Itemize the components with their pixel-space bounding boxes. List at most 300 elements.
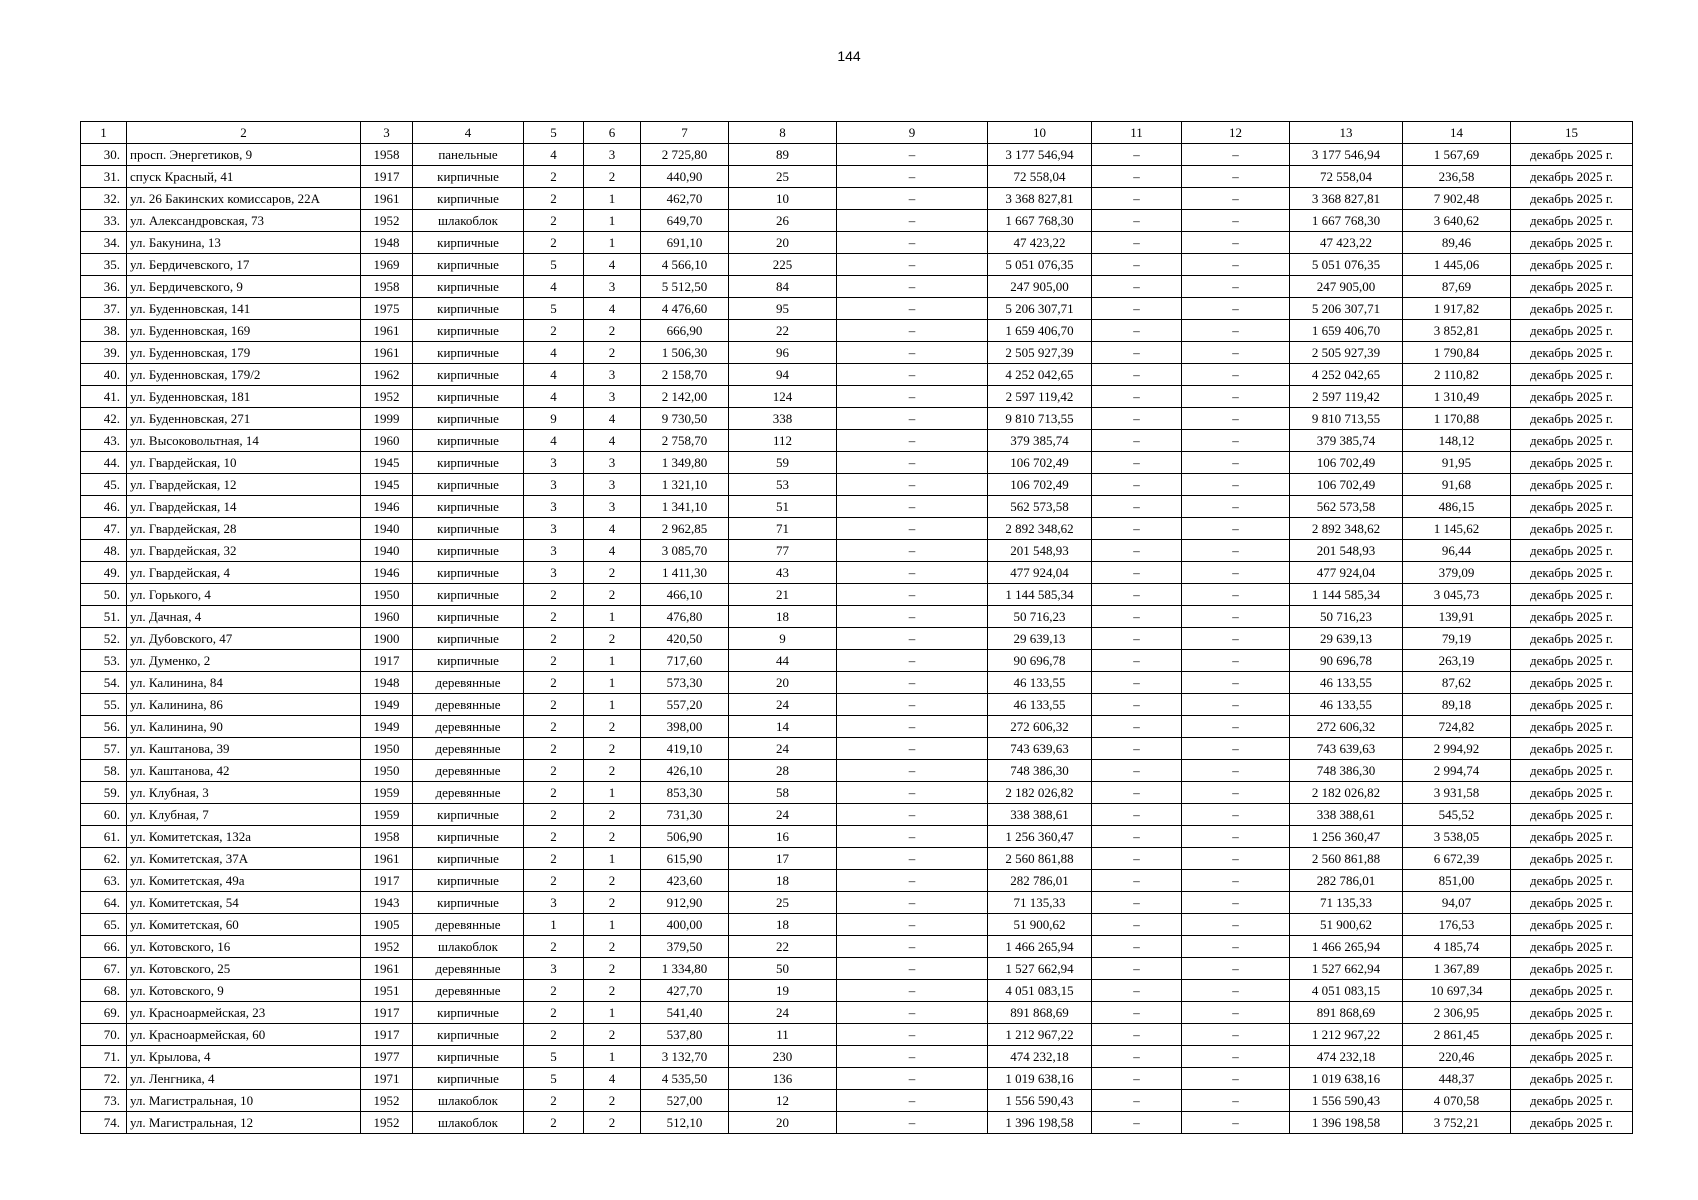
cell-col-12-value: – [1182,254,1290,276]
cell-residents: 94 [729,364,837,386]
cell-entrances: 1 [584,1046,641,1068]
cell-area: 2 725,80 [641,144,729,166]
cell-wall-material: кирпичные [413,166,524,188]
cell-residents: 124 [729,386,837,408]
cell-year-built: 1948 [361,232,413,254]
cell-wall-material: кирпичные [413,804,524,826]
cell-col-10-cost: 106 702,49 [988,474,1092,496]
cell-col-14-per-sqm: 87,62 [1403,672,1511,694]
cell-col-10-cost: 29 639,13 [988,628,1092,650]
cell-address: ул. Дачная, 4 [127,606,361,628]
cell-col-14-per-sqm: 263,19 [1403,650,1511,672]
cell-col-14-per-sqm: 1 790,84 [1403,342,1511,364]
cell-col-11-value: – [1092,452,1182,474]
cell-floors: 5 [524,1046,584,1068]
cell-area: 2 758,70 [641,430,729,452]
cell-year-built: 1961 [361,958,413,980]
cell-area: 666,90 [641,320,729,342]
cell-wall-material: шлакоблок [413,210,524,232]
cell-col-10-cost: 1 396 198,58 [988,1112,1092,1134]
cell-address: ул. Гвардейская, 14 [127,496,361,518]
cell-col-9-value: – [837,716,988,738]
cell-col-9-value: – [837,452,988,474]
cell-floors: 1 [524,914,584,936]
cell-col-10-cost: 47 423,22 [988,232,1092,254]
cell-area: 2 962,85 [641,518,729,540]
cell-row-number: 44. [81,452,127,474]
cell-floors: 4 [524,342,584,364]
cell-entrances: 4 [584,430,641,452]
cell-col-14-per-sqm: 87,69 [1403,276,1511,298]
cell-col-11-value: – [1092,210,1182,232]
cell-col-12-value: – [1182,1046,1290,1068]
table-row [81,606,1633,628]
table-row [81,716,1633,738]
cell-col-14-per-sqm: 3 538,05 [1403,826,1511,848]
cell-residents: 24 [729,738,837,760]
cell-floors: 5 [524,298,584,320]
cell-col-12-value: – [1182,958,1290,980]
column-header-11: 11 [1092,122,1182,144]
cell-col-12-value: – [1182,936,1290,958]
cell-col-12-value: – [1182,496,1290,518]
cell-col-10-cost: 46 133,55 [988,672,1092,694]
cell-col-11-value: – [1092,914,1182,936]
cell-residents: 20 [729,1112,837,1134]
cell-col-11-value: – [1092,804,1182,826]
cell-col-12-value: – [1182,1002,1290,1024]
cell-wall-material: кирпичные [413,452,524,474]
cell-completion-date: декабрь 2025 г. [1511,1024,1633,1046]
cell-area: 462,70 [641,188,729,210]
cell-residents: 24 [729,694,837,716]
cell-col-11-value: – [1092,298,1182,320]
table-row [81,210,1633,232]
cell-area: 853,30 [641,782,729,804]
cell-col-10-cost: 474 232,18 [988,1046,1092,1068]
cell-residents: 28 [729,760,837,782]
cell-row-number: 60. [81,804,127,826]
cell-col-10-cost: 748 386,30 [988,760,1092,782]
cell-wall-material: кирпичные [413,518,524,540]
cell-col-10-cost: 3 368 827,81 [988,188,1092,210]
cell-col-9-value: – [837,870,988,892]
table-row [81,364,1633,386]
cell-residents: 77 [729,540,837,562]
cell-floors: 3 [524,562,584,584]
cell-col-10-cost: 1 667 768,30 [988,210,1092,232]
cell-col-11-value: – [1092,342,1182,364]
cell-row-number: 73. [81,1090,127,1112]
cell-wall-material: кирпичные [413,232,524,254]
cell-year-built: 1945 [361,452,413,474]
column-header-4: 4 [413,122,524,144]
cell-completion-date: декабрь 2025 г. [1511,342,1633,364]
cell-area: 1 411,30 [641,562,729,584]
cell-col-9-value: – [837,144,988,166]
table-row [81,936,1633,958]
cell-year-built: 1949 [361,694,413,716]
cell-wall-material: кирпичные [413,870,524,892]
cell-col-14-per-sqm: 1 310,49 [1403,386,1511,408]
cell-address: ул. Котовского, 9 [127,980,361,1002]
cell-col-12-value: – [1182,1090,1290,1112]
cell-col-9-value: – [837,584,988,606]
cell-entrances: 3 [584,386,641,408]
cell-year-built: 1946 [361,562,413,584]
cell-floors: 2 [524,166,584,188]
table-row [81,518,1633,540]
cell-col-14-per-sqm: 10 697,34 [1403,980,1511,1002]
cell-col-13-total: 5 206 307,71 [1290,298,1403,320]
cell-address: ул. Дубовского, 47 [127,628,361,650]
cell-address: ул. Бердичевского, 9 [127,276,361,298]
cell-floors: 3 [524,474,584,496]
cell-area: 527,00 [641,1090,729,1112]
cell-completion-date: декабрь 2025 г. [1511,1002,1633,1024]
cell-entrances: 1 [584,672,641,694]
cell-residents: 43 [729,562,837,584]
cell-wall-material: кирпичные [413,540,524,562]
cell-col-14-per-sqm: 2 306,95 [1403,1002,1511,1024]
cell-col-11-value: – [1092,1046,1182,1068]
cell-address: ул. Буденновская, 169 [127,320,361,342]
column-header-14: 14 [1403,122,1511,144]
cell-row-number: 31. [81,166,127,188]
cell-col-14-per-sqm: 91,68 [1403,474,1511,496]
table-row [81,1090,1633,1112]
cell-year-built: 1958 [361,144,413,166]
cell-row-number: 58. [81,760,127,782]
table-row [81,342,1633,364]
cell-row-number: 63. [81,870,127,892]
cell-year-built: 1960 [361,430,413,452]
cell-year-built: 1952 [361,936,413,958]
cell-address: ул. Комитетская, 60 [127,914,361,936]
cell-completion-date: декабрь 2025 г. [1511,1068,1633,1090]
cell-floors: 2 [524,1090,584,1112]
cell-wall-material: кирпичные [413,1024,524,1046]
cell-area: 615,90 [641,848,729,870]
cell-col-12-value: – [1182,716,1290,738]
cell-row-number: 32. [81,188,127,210]
cell-col-13-total: 46 133,55 [1290,694,1403,716]
cell-row-number: 37. [81,298,127,320]
table-row [81,1046,1633,1068]
table-row [81,870,1633,892]
cell-entrances: 3 [584,276,641,298]
cell-col-9-value: – [837,276,988,298]
cell-entrances: 2 [584,628,641,650]
cell-col-14-per-sqm: 1 917,82 [1403,298,1511,320]
cell-col-12-value: – [1182,452,1290,474]
cell-floors: 2 [524,716,584,738]
cell-area: 1 341,10 [641,496,729,518]
cell-col-13-total: 51 900,62 [1290,914,1403,936]
cell-wall-material: кирпичные [413,320,524,342]
cell-area: 4 566,10 [641,254,729,276]
cell-completion-date: декабрь 2025 г. [1511,892,1633,914]
cell-col-11-value: – [1092,166,1182,188]
cell-wall-material: кирпичные [413,430,524,452]
column-header-5: 5 [524,122,584,144]
cell-residents: 19 [729,980,837,1002]
cell-entrances: 1 [584,914,641,936]
cell-completion-date: декабрь 2025 г. [1511,430,1633,452]
cell-completion-date: декабрь 2025 г. [1511,738,1633,760]
cell-completion-date: декабрь 2025 г. [1511,584,1633,606]
cell-col-14-per-sqm: 1 567,69 [1403,144,1511,166]
cell-col-9-value: – [837,650,988,672]
cell-col-9-value: – [837,914,988,936]
cell-address: ул. Комитетская, 132а [127,826,361,848]
cell-col-11-value: – [1092,584,1182,606]
cell-col-13-total: 1 527 662,94 [1290,958,1403,980]
cell-col-13-total: 72 558,04 [1290,166,1403,188]
table-row [81,782,1633,804]
cell-wall-material: панельные [413,144,524,166]
cell-entrances: 1 [584,694,641,716]
cell-col-13-total: 3 368 827,81 [1290,188,1403,210]
cell-year-built: 1969 [361,254,413,276]
cell-entrances: 3 [584,474,641,496]
cell-col-12-value: – [1182,210,1290,232]
cell-floors: 9 [524,408,584,430]
cell-col-12-value: – [1182,540,1290,562]
cell-area: 466,10 [641,584,729,606]
cell-col-12-value: – [1182,826,1290,848]
cell-col-14-per-sqm: 545,52 [1403,804,1511,826]
cell-wall-material: деревянные [413,672,524,694]
cell-address: ул. Каштанова, 42 [127,760,361,782]
cell-entrances: 4 [584,1068,641,1090]
cell-col-10-cost: 4 252 042,65 [988,364,1092,386]
cell-col-14-per-sqm: 3 752,21 [1403,1112,1511,1134]
cell-col-12-value: – [1182,166,1290,188]
cell-year-built: 1943 [361,892,413,914]
cell-col-10-cost: 2 597 119,42 [988,386,1092,408]
cell-address: ул. Буденновская, 179 [127,342,361,364]
cell-entrances: 3 [584,144,641,166]
cell-col-10-cost: 4 051 083,15 [988,980,1092,1002]
cell-col-10-cost: 51 900,62 [988,914,1092,936]
cell-residents: 112 [729,430,837,452]
column-header-2: 2 [127,122,361,144]
cell-row-number: 47. [81,518,127,540]
cell-residents: 12 [729,1090,837,1112]
cell-residents: 24 [729,804,837,826]
cell-col-14-per-sqm: 486,15 [1403,496,1511,518]
column-header-1: 1 [81,122,127,144]
cell-entrances: 2 [584,1112,641,1134]
cell-entrances: 1 [584,606,641,628]
cell-residents: 89 [729,144,837,166]
cell-entrances: 2 [584,980,641,1002]
cell-row-number: 70. [81,1024,127,1046]
cell-floors: 2 [524,826,584,848]
cell-col-11-value: – [1092,518,1182,540]
cell-completion-date: декабрь 2025 г. [1511,672,1633,694]
cell-year-built: 1952 [361,210,413,232]
cell-col-12-value: – [1182,298,1290,320]
cell-year-built: 1949 [361,716,413,738]
cell-residents: 14 [729,716,837,738]
cell-col-14-per-sqm: 91,95 [1403,452,1511,474]
table-row [81,1002,1633,1024]
cell-row-number: 38. [81,320,127,342]
cell-col-14-per-sqm: 4 185,74 [1403,936,1511,958]
cell-col-11-value: – [1092,650,1182,672]
cell-area: 1 506,30 [641,342,729,364]
cell-year-built: 1959 [361,782,413,804]
cell-area: 1 349,80 [641,452,729,474]
table-row [81,738,1633,760]
cell-col-10-cost: 2 560 861,88 [988,848,1092,870]
cell-wall-material: кирпичные [413,276,524,298]
cell-entrances: 2 [584,804,641,826]
cell-completion-date: декабрь 2025 г. [1511,540,1633,562]
cell-col-14-per-sqm: 3 640,62 [1403,210,1511,232]
cell-col-14-per-sqm: 3 931,58 [1403,782,1511,804]
cell-residents: 136 [729,1068,837,1090]
cell-col-14-per-sqm: 379,09 [1403,562,1511,584]
cell-residents: 21 [729,584,837,606]
cell-completion-date: декабрь 2025 г. [1511,166,1633,188]
cell-wall-material: шлакоблок [413,936,524,958]
cell-year-built: 1940 [361,540,413,562]
cell-row-number: 46. [81,496,127,518]
cell-floors: 3 [524,452,584,474]
cell-col-10-cost: 1 659 406,70 [988,320,1092,342]
cell-row-number: 40. [81,364,127,386]
cell-row-number: 33. [81,210,127,232]
cell-col-12-value: – [1182,804,1290,826]
cell-col-11-value: – [1092,144,1182,166]
cell-address: ул. Александровская, 73 [127,210,361,232]
cell-completion-date: декабрь 2025 г. [1511,980,1633,1002]
cell-col-9-value: – [837,1046,988,1068]
cell-col-10-cost: 46 133,55 [988,694,1092,716]
cell-col-14-per-sqm: 3 045,73 [1403,584,1511,606]
cell-wall-material: кирпичные [413,188,524,210]
cell-completion-date: декабрь 2025 г. [1511,474,1633,496]
cell-address: ул. Комитетская, 37А [127,848,361,870]
cell-year-built: 1952 [361,386,413,408]
cell-entrances: 2 [584,342,641,364]
cell-wall-material: шлакоблок [413,1112,524,1134]
cell-entrances: 2 [584,892,641,914]
table-row [81,320,1633,342]
cell-col-11-value: – [1092,606,1182,628]
cell-floors: 2 [524,232,584,254]
cell-entrances: 3 [584,496,641,518]
cell-col-11-value: – [1092,694,1182,716]
cell-area: 557,20 [641,694,729,716]
cell-address: ул. Гвардейская, 12 [127,474,361,496]
cell-col-13-total: 338 388,61 [1290,804,1403,826]
cell-entrances: 2 [584,936,641,958]
cell-address: ул. 26 Бакинских комиссаров, 22А [127,188,361,210]
cell-col-11-value: – [1092,628,1182,650]
cell-entrances: 2 [584,166,641,188]
table-row [81,672,1633,694]
cell-col-11-value: – [1092,430,1182,452]
cell-col-11-value: – [1092,188,1182,210]
cell-col-10-cost: 3 177 546,94 [988,144,1092,166]
cell-col-13-total: 1 144 585,34 [1290,584,1403,606]
cell-col-14-per-sqm: 2 994,74 [1403,760,1511,782]
cell-wall-material: деревянные [413,782,524,804]
cell-col-13-total: 50 716,23 [1290,606,1403,628]
cell-entrances: 2 [584,584,641,606]
cell-col-11-value: – [1092,1002,1182,1024]
cell-address: ул. Комитетская, 54 [127,892,361,914]
cell-col-9-value: – [837,232,988,254]
cell-residents: 84 [729,276,837,298]
cell-row-number: 56. [81,716,127,738]
cell-col-13-total: 891 868,69 [1290,1002,1403,1024]
cell-floors: 3 [524,540,584,562]
column-header-8: 8 [729,122,837,144]
cell-entrances: 1 [584,232,641,254]
cell-col-9-value: – [837,980,988,1002]
page-number: 144 [837,48,861,64]
cell-area: 717,60 [641,650,729,672]
cell-residents: 53 [729,474,837,496]
cell-col-9-value: – [837,298,988,320]
cell-col-11-value: – [1092,408,1182,430]
cell-year-built: 1917 [361,870,413,892]
cell-col-13-total: 2 560 861,88 [1290,848,1403,870]
cell-completion-date: декабрь 2025 г. [1511,694,1633,716]
cell-col-10-cost: 72 558,04 [988,166,1092,188]
cell-entrances: 1 [584,650,641,672]
cell-floors: 2 [524,870,584,892]
cell-area: 427,70 [641,980,729,1002]
cell-row-number: 30. [81,144,127,166]
cell-col-11-value: – [1092,892,1182,914]
cell-row-number: 66. [81,936,127,958]
cell-col-12-value: – [1182,430,1290,452]
cell-floors: 2 [524,606,584,628]
cell-col-9-value: – [837,430,988,452]
cell-col-9-value: – [837,474,988,496]
cell-wall-material: деревянные [413,760,524,782]
cell-residents: 51 [729,496,837,518]
cell-row-number: 64. [81,892,127,914]
cell-completion-date: декабрь 2025 г. [1511,848,1633,870]
cell-floors: 3 [524,518,584,540]
cell-col-9-value: – [837,694,988,716]
cell-entrances: 1 [584,782,641,804]
cell-floors: 2 [524,1112,584,1134]
cell-residents: 95 [729,298,837,320]
cell-area: 541,40 [641,1002,729,1024]
cell-col-11-value: – [1092,980,1182,1002]
cell-col-9-value: – [837,782,988,804]
cell-wall-material: кирпичные [413,496,524,518]
cell-col-11-value: – [1092,936,1182,958]
cell-area: 9 730,50 [641,408,729,430]
cell-col-9-value: – [837,408,988,430]
cell-floors: 2 [524,1024,584,1046]
cell-entrances: 2 [584,958,641,980]
cell-address: спуск Красный, 41 [127,166,361,188]
cell-area: 440,90 [641,166,729,188]
cell-col-13-total: 562 573,58 [1290,496,1403,518]
cell-completion-date: декабрь 2025 г. [1511,562,1633,584]
cell-area: 398,00 [641,716,729,738]
